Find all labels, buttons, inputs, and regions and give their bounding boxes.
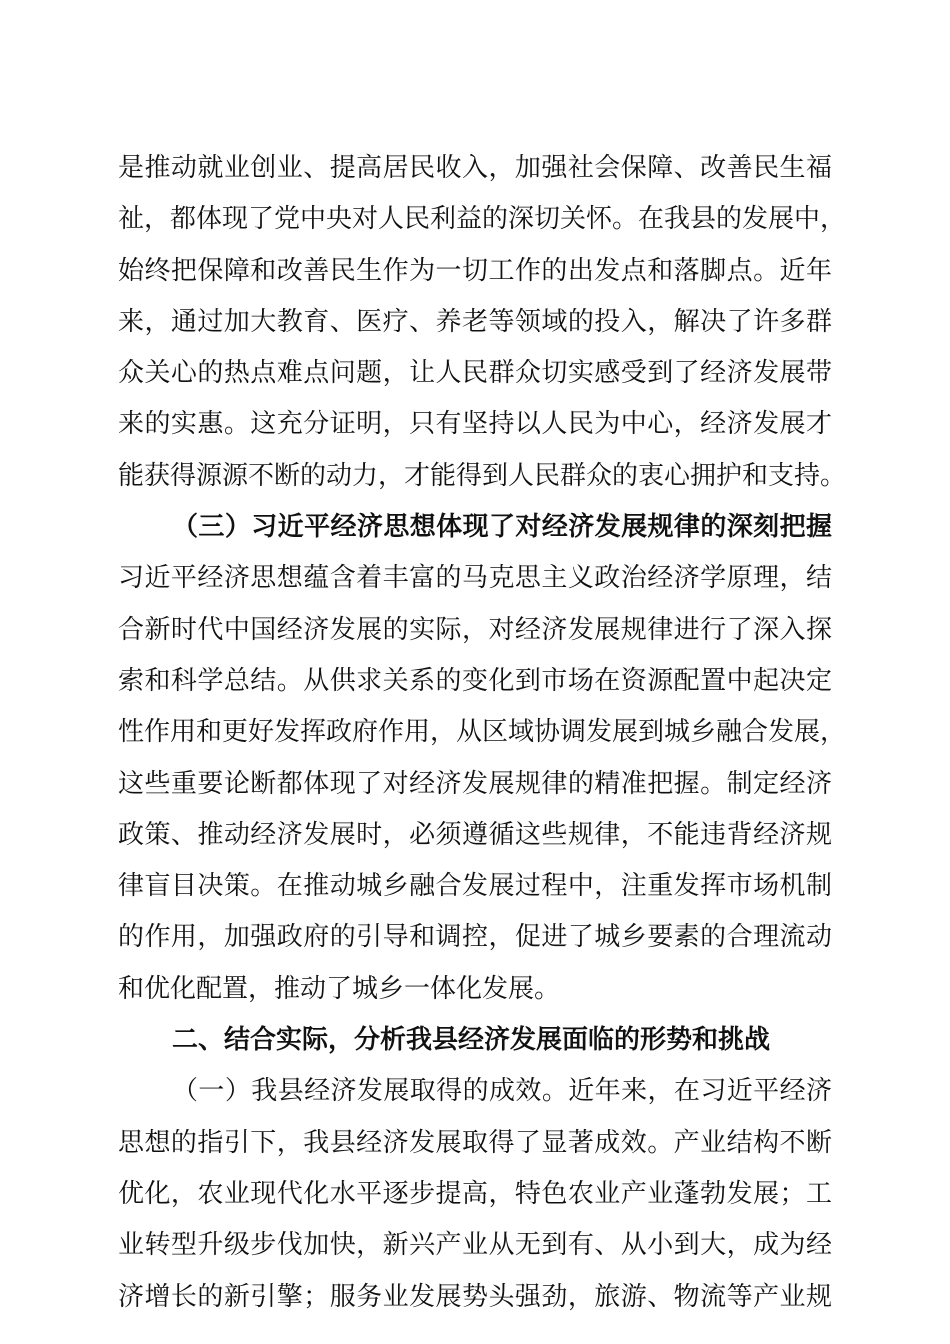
body-text-line: 始终把保障和改善民生作为一切工作的出发点和落脚点。近年 [118, 255, 832, 286]
body-text-line: （一）我县经济发展取得的成效。近年来，在习近平经济 [172, 1076, 832, 1107]
body-text-line: 祉，都体现了党中央对人民利益的深切关怀。在我县的发展中， [118, 204, 847, 235]
body-text-line: 来的实惠。这充分证明，只有坚持以人民为中心，经济发展才 [118, 409, 832, 440]
body-text-line: 习近平经济思想蕴含着丰富的马克思主义政治经济学原理，结 [118, 563, 832, 594]
subsection-heading: （三）习近平经济思想体现了对经济发展规律的深刻把握 [172, 512, 832, 543]
body-text-line: 索和科学总结。从供求关系的变化到市场在资源配置中起决定 [118, 665, 832, 696]
body-text-line: 的作用，加强政府的引导和调控，促进了城乡要素的合理流动 [118, 922, 832, 953]
body-text-line: 这些重要论断都体现了对经济发展规律的精准把握。制定经济 [118, 768, 832, 799]
body-text-line: 众关心的热点难点问题，让人民群众切实感受到了经济发展带 [118, 358, 832, 389]
body-text-line: 来，通过加大教育、医疗、养老等领域的投入，解决了许多群 [118, 306, 832, 337]
section-heading: 二、结合实际，分析我县经济发展面临的形势和挑战 [172, 1025, 771, 1056]
body-text-line: 政策、推动经济发展时，必须遵循这些规律，不能违背经济规 [118, 819, 832, 850]
body-text-line: 优化，农业现代化水平逐步提高，特色农业产业蓬勃发展；工 [118, 1178, 832, 1209]
body-text-line: 业转型升级步伐加快，新兴产业从无到有、从小到大，成为经 [118, 1230, 832, 1261]
body-text-line: 能获得源源不断的动力，才能得到人民群众的衷心拥护和支持。 [118, 460, 847, 491]
body-text-line: 和优化配置，推动了城乡一体化发展。 [118, 973, 561, 1004]
body-text-line: 性作用和更好发挥政府作用，从区域协调发展到城乡融合发展， [118, 717, 847, 748]
body-text-line: 是推动就业创业、提高居民收入，加强社会保障、改善民生福 [118, 153, 832, 183]
body-text-line: 合新时代中国经济发展的实际，对经济发展规律进行了深入探 [118, 614, 832, 645]
document-body [118, 143, 847, 1323]
body-text-line: 济增长的新引擎；服务业发展势头强劲，旅游、物流等产业规 [118, 1281, 832, 1312]
body-text-line: 思想的指引下，我县经济发展取得了显著成效。产业结构不断 [118, 1127, 832, 1158]
body-text-line: 律盲目决策。在推动城乡融合发展过程中，注重发挥市场机制 [118, 871, 832, 902]
